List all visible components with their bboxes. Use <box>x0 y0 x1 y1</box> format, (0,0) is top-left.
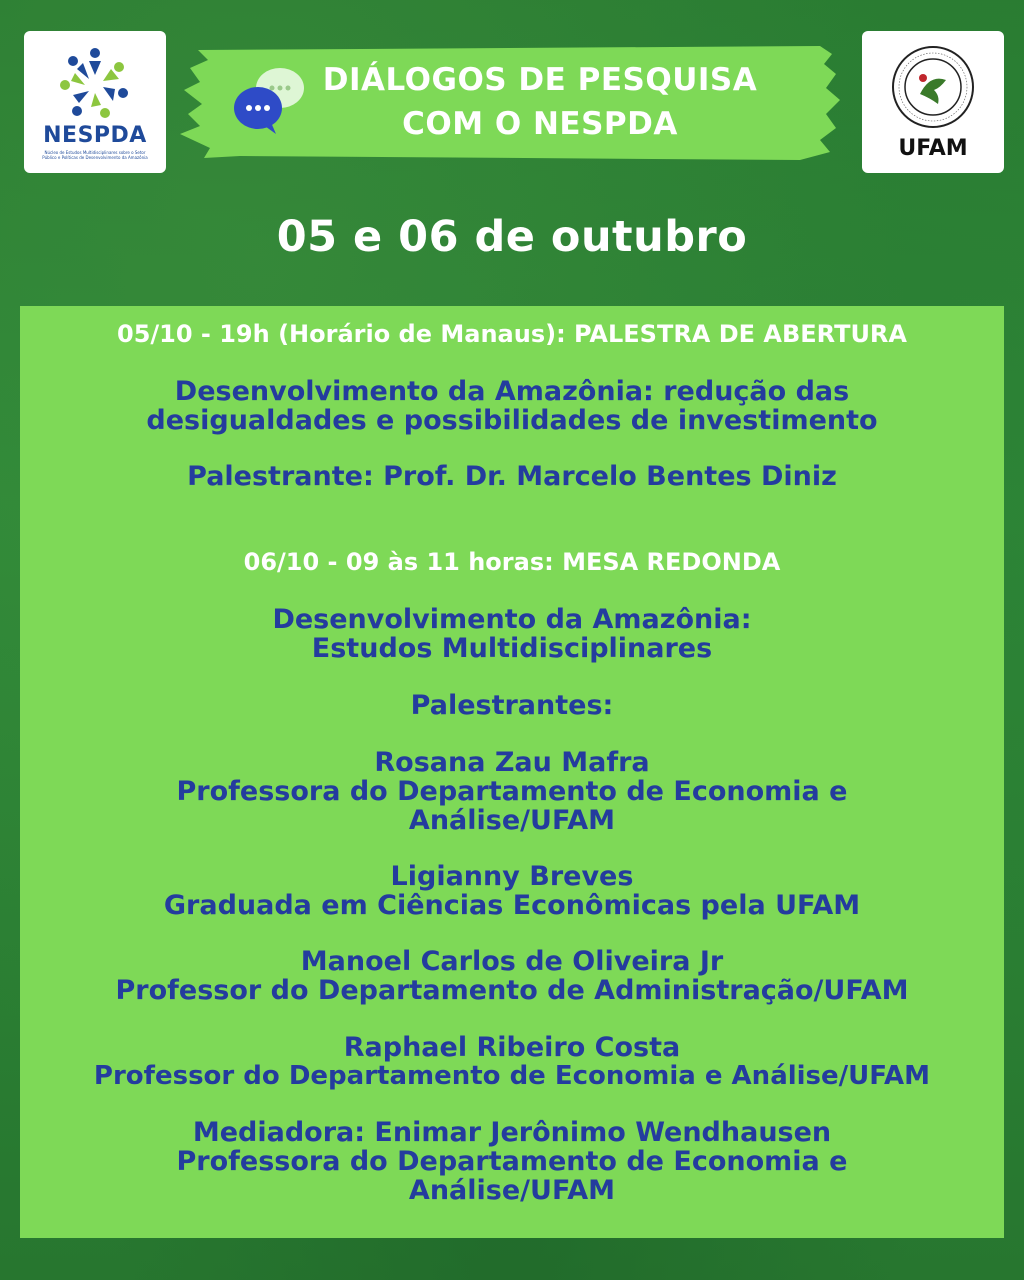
nespda-logo-subtitle: Núcleo de Estudos Multidisciplinares sobre o Setor Público e Políticas de Desenvolvimento da Amazônia <box>42 149 148 160</box>
day1-topic-line1: Desenvolvimento da Amazônia: redução das <box>174 376 850 407</box>
nespda-logo <box>24 31 166 173</box>
banner-title-line1: DIÁLOGOS DE PESQUISA <box>322 62 758 98</box>
banner-title <box>310 58 770 146</box>
speaker-1-name: Rosana Zau Mafra <box>374 747 650 778</box>
nespda-logo-text: NESPDA <box>43 122 147 148</box>
speaker-4-role-line1: Professor do Departamento de Economia e Análise/UFAM <box>93 1061 931 1091</box>
program-panel <box>20 306 1004 1238</box>
nespda-people-icon <box>55 45 135 121</box>
mediator-role-line2: Análise/UFAM <box>408 1175 616 1206</box>
speaker-1-role-line2: Análise/UFAM <box>408 805 616 836</box>
day2-heading: 06/10 - 09 às 11 horas: MESA REDONDA <box>243 548 781 576</box>
speaker-3-role-line1: Professor do Departamento de Administração/UFAM <box>115 975 909 1006</box>
day1-speaker: Palestrante: Prof. Dr. Marcelo Bentes Diniz <box>187 461 837 492</box>
ufam-seal-icon <box>890 44 976 130</box>
ufam-logo-text: UFAM <box>898 135 968 161</box>
speaker-2-name: Ligianny Breves <box>390 861 634 892</box>
speaker-4-name: Raphael Ribeiro Costa <box>343 1032 681 1063</box>
day1-topic-line2: desigualdades e possibilidades de investimento <box>146 405 878 436</box>
ufam-logo <box>862 31 1004 173</box>
banner-title-line2: COM O NESPDA <box>402 106 678 142</box>
day2-topic-line1: Desenvolvimento da Amazônia: <box>272 604 752 635</box>
day2-speakers-label: Palestrantes: <box>410 690 614 721</box>
speaker-1-role-line1: Professora do Departamento de Economia e <box>176 776 848 807</box>
event-dates-title: 05 e 06 de outubro <box>276 212 748 262</box>
mediator-name: Mediadora: Enimar Jerônimo Wendhausen <box>192 1117 832 1148</box>
speaker-3-name: Manoel Carlos de Oliveira Jr <box>300 946 724 977</box>
day2-topic-line2: Estudos Multidisciplinares <box>311 633 713 664</box>
mediator-role-line1: Professora do Departamento de Economia e <box>176 1146 848 1177</box>
day1-heading: 05/10 - 19h (Horário de Manaus): PALESTRA DE ABERTURA <box>117 320 907 348</box>
speaker-2-role-line1: Graduada em Ciências Econômicas pela UFAM <box>163 890 861 921</box>
chat-bubbles-icon <box>232 66 306 136</box>
event-banner <box>180 44 840 162</box>
